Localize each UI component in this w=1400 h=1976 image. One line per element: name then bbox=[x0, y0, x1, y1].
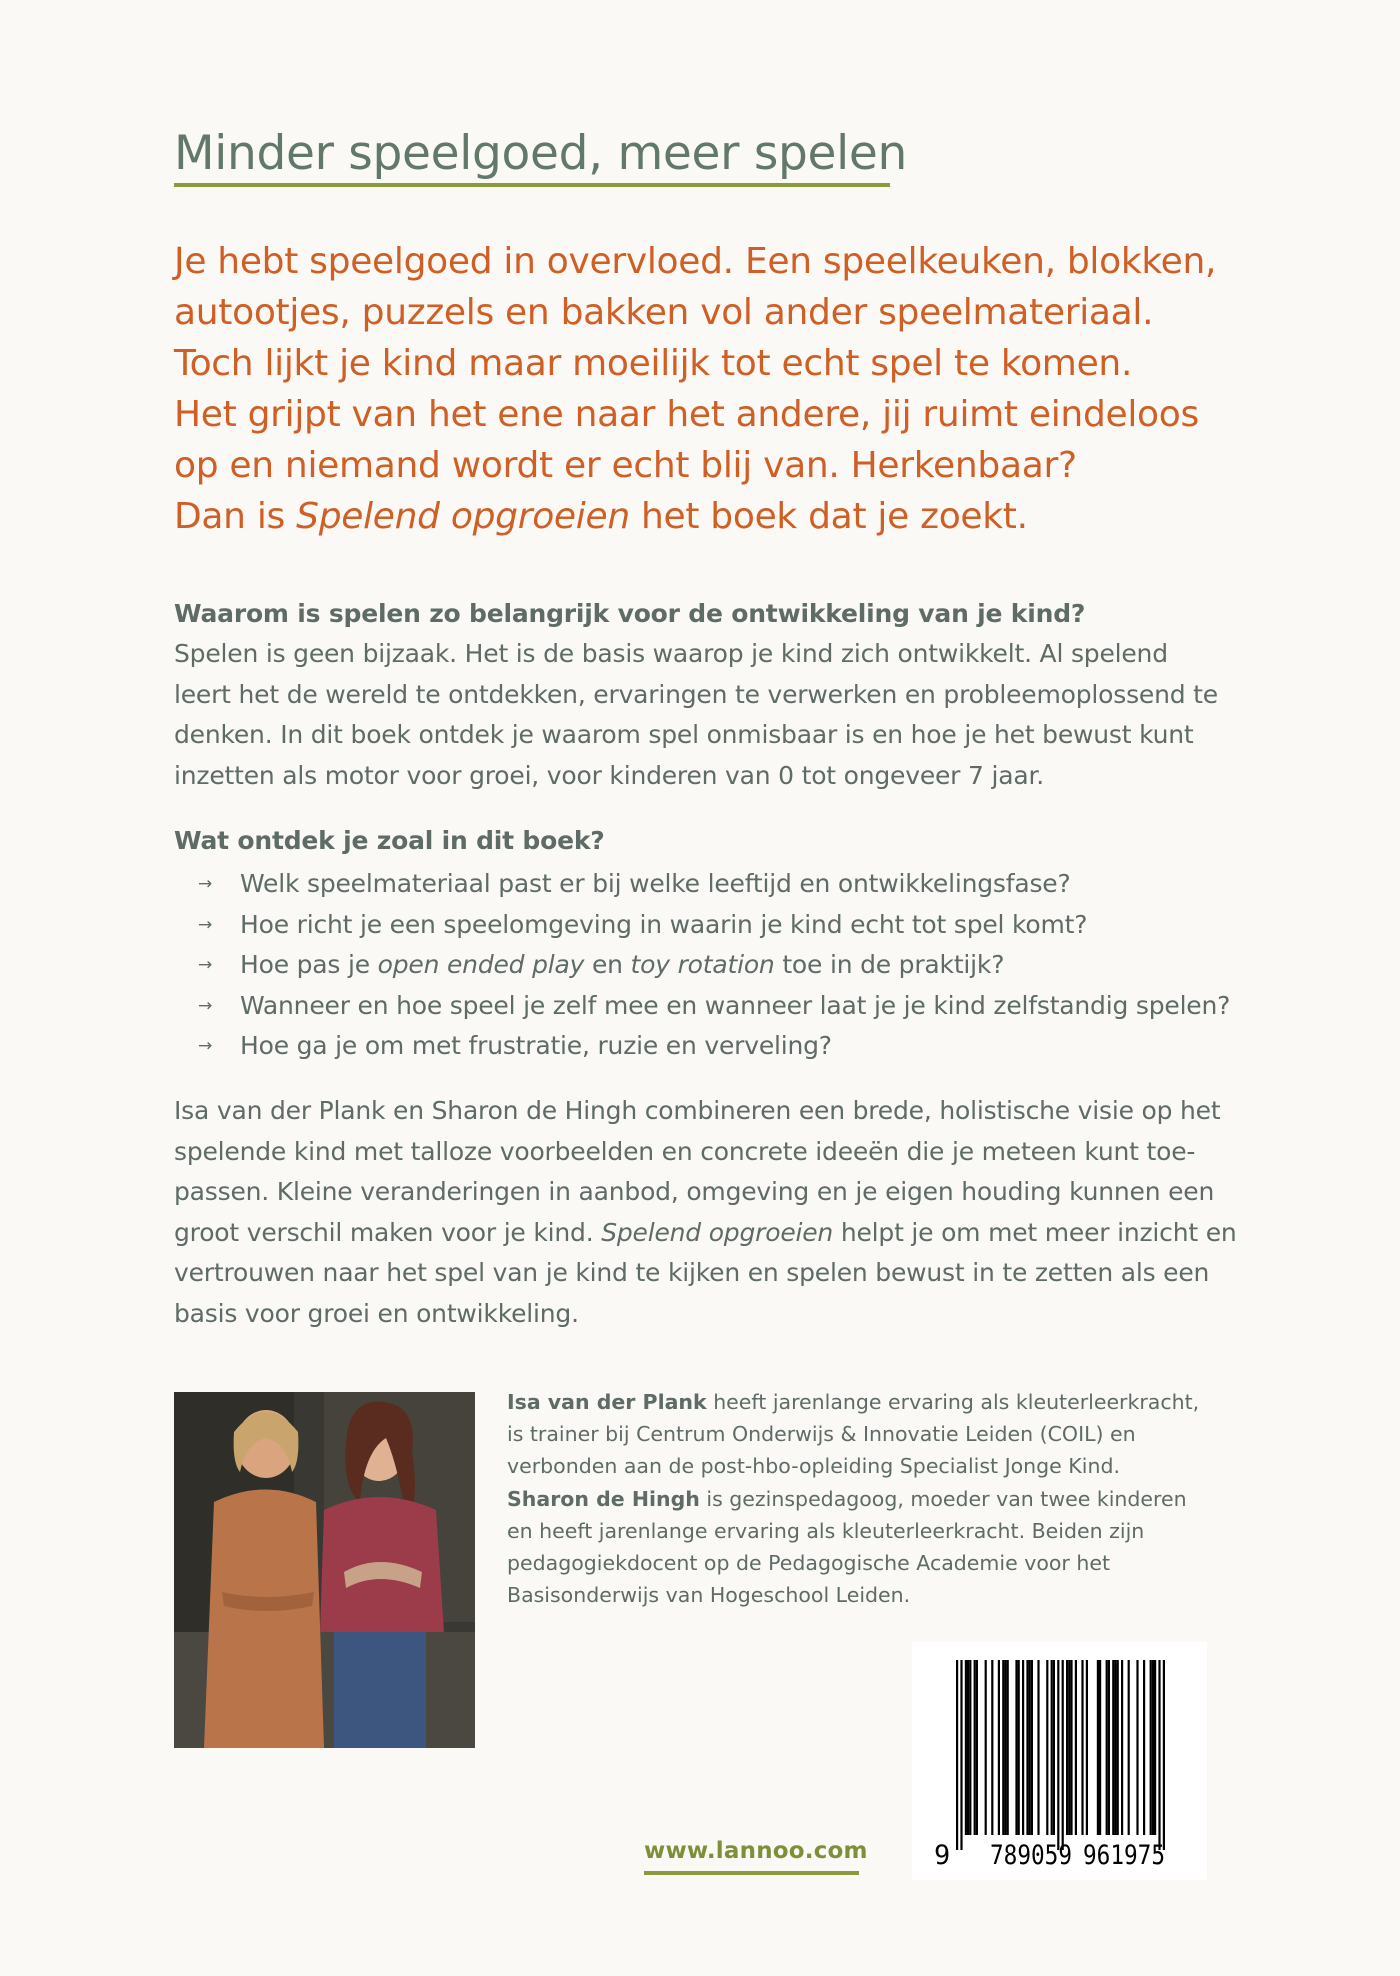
barcode-bar bbox=[1018, 1660, 1020, 1835]
barcode-bar bbox=[1121, 1660, 1123, 1835]
barcode-bar bbox=[1136, 1660, 1138, 1835]
barcode-bar bbox=[1002, 1660, 1004, 1835]
bio-line bbox=[507, 1386, 1200, 1418]
section-heading-why: Waarom is spelen zo belangrijk voor de ontwikkeling van je kind? bbox=[174, 599, 1086, 628]
barcode-bar bbox=[1075, 1660, 1077, 1835]
list-item-text: Hoe richt je een speelomgeving in waarin je kind echt tot spel komt? bbox=[240, 909, 1088, 939]
body-line bbox=[174, 1213, 1237, 1254]
barcode-bar bbox=[1031, 1660, 1033, 1835]
discover-list bbox=[174, 864, 1230, 1067]
lead-text: het boek dat je zoekt. bbox=[629, 496, 1028, 537]
book-title-italic: Spelend opgroeien bbox=[601, 1217, 834, 1247]
lead-line: autootjes, puzzels en bakken vol ander speelmateriaal. bbox=[174, 292, 1154, 333]
barcode-bar bbox=[1150, 1660, 1152, 1835]
barcode-bar bbox=[1112, 1660, 1114, 1835]
barcode-bar bbox=[1106, 1660, 1108, 1835]
author-name: Isa van der Plank bbox=[507, 1390, 707, 1414]
body-line: passen. Kleine veranderingen in aanbod, omgeving en je eigen houding kunnen een bbox=[174, 1177, 1215, 1206]
barcode-bar bbox=[985, 1660, 987, 1835]
list-item-text: Wanneer en hoe speel je zelf mee en wanneer laat je je kind zelfstandig spelen? bbox=[240, 990, 1231, 1020]
barcode-digit-first: 9 bbox=[934, 1840, 951, 1871]
barcode-bar bbox=[1114, 1660, 1116, 1835]
list-item bbox=[174, 1026, 1230, 1067]
author-bio bbox=[507, 1386, 1200, 1611]
barcode-bar bbox=[976, 1660, 978, 1835]
arrow-icon: → bbox=[198, 874, 213, 894]
barcode-bar bbox=[1099, 1660, 1101, 1835]
list-item-text: Hoe ga je om met frustratie, ruzie en verveling? bbox=[240, 1031, 832, 1060]
authors-paragraph bbox=[174, 1091, 1237, 1334]
website-underline bbox=[644, 1871, 859, 1875]
arrow-icon: → bbox=[198, 1036, 213, 1056]
barcode-bar bbox=[1070, 1660, 1072, 1835]
section-heading-discover: Wat ontdek je zoal in dit boek? bbox=[174, 826, 605, 855]
arrow-icon: → bbox=[198, 995, 213, 1016]
arrow-icon: → bbox=[198, 955, 213, 975]
barcode-bar bbox=[1037, 1660, 1039, 1835]
bio-line: is trainer bij Centrum Onderwijs & Innovatie Leiden (COIL) en bbox=[507, 1422, 1136, 1447]
barcode-bar bbox=[1158, 1660, 1160, 1850]
barcode-bar bbox=[1057, 1660, 1059, 1850]
body-line: inzetten als motor voor groei, voor kinderen van 0 tot ongeveer 7 jaar. bbox=[174, 760, 1044, 790]
barcode-bar bbox=[956, 1660, 958, 1850]
list-item-text: Hoe pas je bbox=[240, 950, 378, 979]
barcode-bar bbox=[1051, 1660, 1053, 1835]
list-item-text: toe in de praktijk? bbox=[774, 950, 1005, 979]
barcode-bar bbox=[1097, 1660, 1099, 1835]
body-line: Spelen is geen bijzaak. Het is de basis waarop je kind zich ontwikkelt. Al spelend bbox=[174, 639, 1168, 668]
barcode-graphic bbox=[912, 1642, 1207, 1880]
barcode-bar bbox=[1117, 1660, 1119, 1835]
term-italic: toy rotation bbox=[630, 950, 775, 979]
page-title: Minder speelgoed, meer spelen bbox=[174, 126, 908, 181]
barcode-bar bbox=[974, 1660, 976, 1835]
body-line: spelende kind met talloze voorbeelden en concrete ideeën die je meteen kunt toe- bbox=[174, 1136, 1196, 1166]
bio-line bbox=[507, 1483, 1187, 1515]
lead-text: Dan is bbox=[174, 496, 297, 537]
bio-line: en heeft jarenlange ervaring als kleuterleerkracht. Beiden zijn bbox=[507, 1518, 1145, 1543]
barcode-bar bbox=[960, 1660, 962, 1850]
title-underline bbox=[174, 183, 890, 187]
barcode-bar bbox=[1108, 1660, 1110, 1835]
website-link[interactable]: www.lannoo.com bbox=[644, 1838, 868, 1864]
list-item-text: Welk speelmateriaal past er bij welke leeftijd en ontwikkelingsfase? bbox=[240, 869, 1071, 898]
lead-line: op en niemand wordt er echt blij van. Herkenbaar? bbox=[174, 445, 1077, 486]
author-name: Sharon de Hingh bbox=[507, 1486, 700, 1511]
isbn-barcode bbox=[912, 1642, 1207, 1880]
lead-line: Je hebt speelgoed in overvloed. Een speelkeuken, blokken, bbox=[174, 241, 1217, 282]
term-italic: open ended play bbox=[377, 950, 585, 979]
barcode-bar bbox=[1152, 1660, 1154, 1835]
barcode-bar bbox=[969, 1660, 971, 1835]
bio-text: heeft jarenlange ervaring als kleuterleerkracht, bbox=[706, 1390, 1200, 1414]
barcode-bar bbox=[1066, 1660, 1068, 1835]
bio-line: pedagogiekdocent op de Pedagogische Academie voor het bbox=[507, 1551, 1111, 1576]
barcode-bar bbox=[1068, 1660, 1070, 1835]
body-line: vertrouwen naar het spel van je kind te kijken en spelen bewust in te zetten als een bbox=[174, 1258, 1210, 1287]
barcode-bar bbox=[1022, 1660, 1024, 1835]
barcode-bar bbox=[1163, 1660, 1165, 1850]
list-item bbox=[174, 905, 1230, 946]
body-line: basis voor groei en ontwikkeling. bbox=[174, 1298, 579, 1328]
list-item bbox=[174, 986, 1230, 1027]
book-title-italic: Spelend opgroeien bbox=[296, 496, 630, 537]
body-line: Isa van der Plank en Sharon de Hingh combineren een brede, holistische visie op het bbox=[174, 1096, 1221, 1125]
body-line: leert het de wereld te ontdekken, ervaringen te verwerken en probleemoplossend te bbox=[174, 679, 1218, 709]
lead-line: Toch lijkt je kind maar moeilijk tot echt spel te komen. bbox=[174, 343, 1133, 384]
barcode-bar bbox=[998, 1660, 1000, 1835]
lead-line bbox=[174, 491, 1214, 542]
lead-line: Het grijpt van het ene naar het andere, jij ruimt eindeloos bbox=[174, 394, 1199, 435]
barcode-bar bbox=[965, 1660, 967, 1835]
body-text: helpt je om met meer inzicht en bbox=[833, 1217, 1237, 1247]
list-item bbox=[174, 945, 1230, 986]
arrow-icon: → bbox=[198, 914, 213, 935]
barcode-bar bbox=[1015, 1660, 1017, 1835]
barcode-bar bbox=[1029, 1660, 1031, 1835]
list-item-text: en bbox=[584, 950, 631, 979]
body-text: groot verschil maken voor je kind. bbox=[174, 1217, 602, 1247]
barcode-bar bbox=[967, 1660, 969, 1835]
why-paragraph bbox=[174, 634, 1234, 796]
barcode-bar bbox=[1007, 1660, 1009, 1835]
barcode-bar bbox=[991, 1660, 993, 1835]
barcode-bar bbox=[1062, 1660, 1064, 1850]
barcode-bar bbox=[1128, 1660, 1130, 1835]
bio-line: Basisonderwijs van Hogeschool Leiden. bbox=[507, 1583, 911, 1608]
barcode-digits-right: 961975 bbox=[1083, 1840, 1165, 1871]
author-photo bbox=[174, 1392, 475, 1748]
list-item bbox=[174, 864, 1230, 905]
barcode-bar bbox=[1004, 1660, 1006, 1835]
barcode-bar bbox=[1154, 1660, 1156, 1835]
barcode-bar bbox=[1046, 1660, 1048, 1835]
barcode-bar bbox=[1053, 1660, 1055, 1835]
barcode-bar bbox=[1086, 1660, 1088, 1835]
barcode-digits-left: 789059 bbox=[990, 1840, 1072, 1871]
body-line: denken. In dit boek ontdek je waarom spel onmisbaar is en hoe je het bewust kunt bbox=[174, 720, 1194, 749]
barcode-bar bbox=[1026, 1660, 1028, 1835]
bio-text: is gezinspedagoog, moeder van twee kinderen bbox=[699, 1486, 1187, 1511]
barcode-bar bbox=[1143, 1660, 1145, 1835]
bio-line: verbonden aan de post-hbo-opleiding Specialist Jonge Kind. bbox=[507, 1454, 1120, 1479]
lead-paragraph bbox=[174, 236, 1217, 542]
barcode-bar bbox=[1081, 1660, 1083, 1835]
